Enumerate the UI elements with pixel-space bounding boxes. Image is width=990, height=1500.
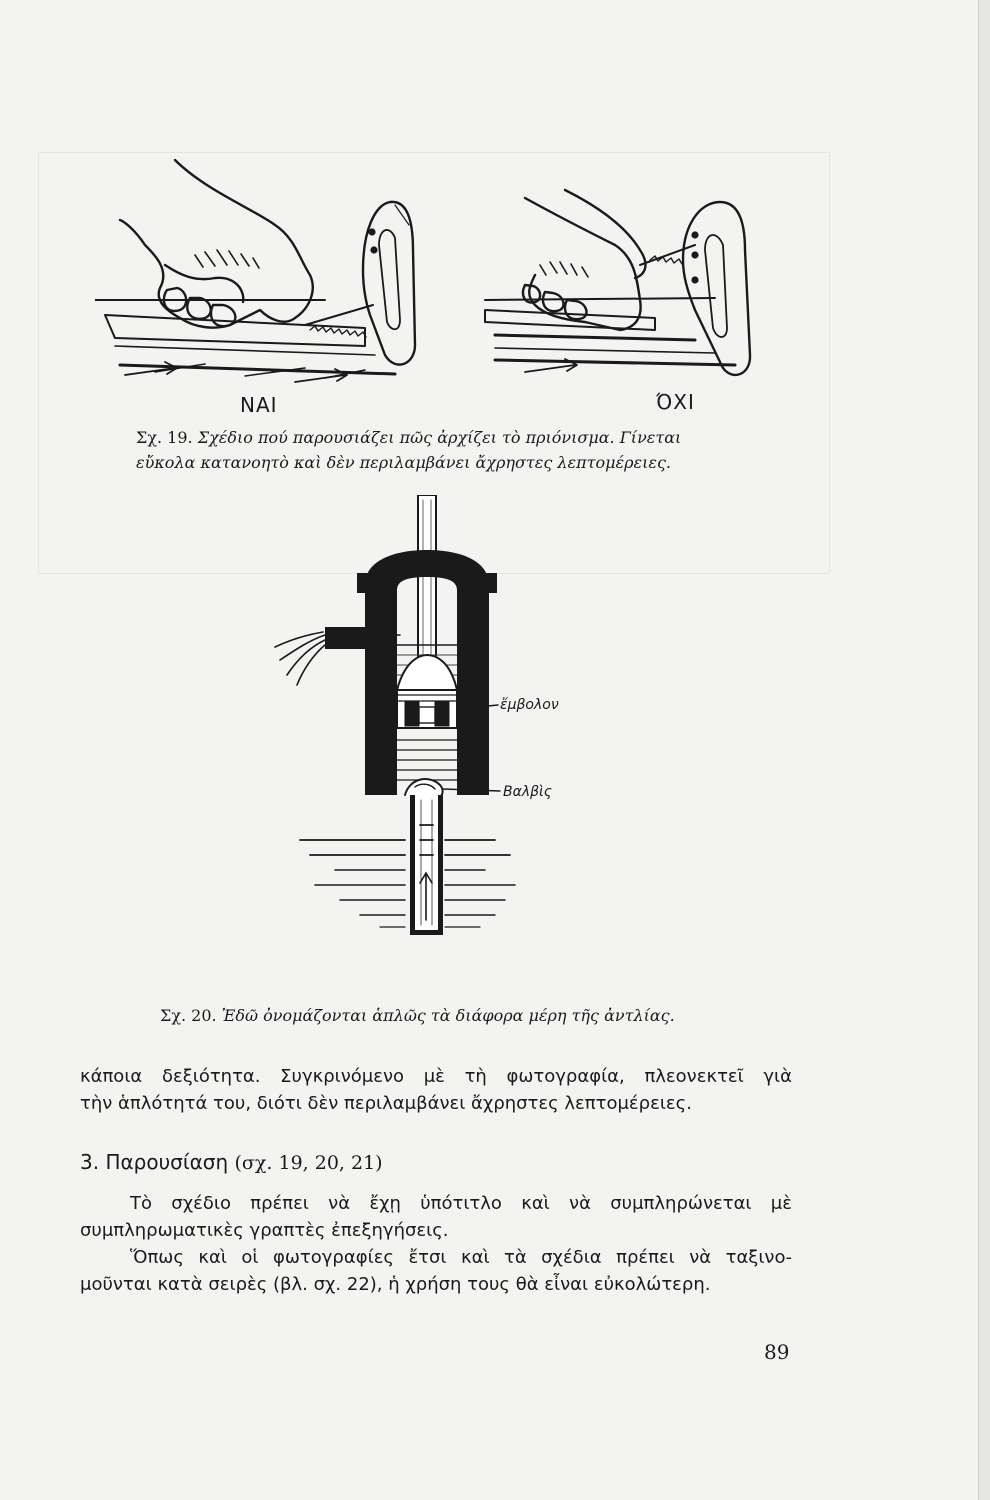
label-piston: ἔμβολον (500, 697, 559, 713)
section-heading (80, 1150, 383, 1174)
section-heading-reference: (σχ. 19, 20, 21) (234, 1152, 383, 1174)
figure-20-pump-diagram (255, 495, 575, 955)
section-heading-title: 3. Παρουσίαση (80, 1150, 229, 1174)
paragraph-line: τὴν ἁπλότητά του, διότι δὲν περιλαμβάνει ἄχρηστες λεπτομέρειες. (80, 1093, 692, 1114)
label-no: ΌΧΙ (656, 390, 695, 414)
paragraph-series-rule (80, 1244, 792, 1298)
figure-19-caption-line2: εὔκολα κατανοητὸ καὶ δὲν περιλαμβάνει ἄχρηστες λεπτομέρειες. (136, 453, 671, 472)
paragraph-line: Τὸ σχέδιο πρέπει νὰ ἔχῃ ὑπότιτλο καὶ νὰ συμπληρώνεται μὲ (130, 1193, 792, 1214)
page-number: 89 (764, 1340, 790, 1364)
figure-20-caption-text: Ἐδῶ ὀνομάζονται ἁπλῶς τὰ διάφορα μέρη τῆς ἀντλίας. (221, 1006, 675, 1025)
paragraph-line: συμπληρωματικὲς γραπτὲς ἐπεξηγήσεις. (80, 1220, 449, 1241)
label-valve: Βαλβὶς (503, 784, 553, 800)
page-edge (978, 0, 990, 1500)
figure-20-number: Σχ. 20. (160, 1006, 217, 1025)
paragraph-continuation (80, 1063, 792, 1117)
figure-19-caption (136, 425, 836, 475)
paragraph-line: κάποια δεξιότητα. Συγκρινόμενο μὲ τὴ φωτογραφία, πλεονεκτεῖ γιὰ (80, 1066, 792, 1087)
hand-saw-incorrect (485, 190, 750, 375)
label-yes: NAI (240, 393, 278, 417)
paragraph-caption-rule (80, 1190, 792, 1244)
figure-20-caption (160, 1003, 780, 1028)
paragraph-line: μοῦνται κατὰ σειρὲς (βλ. σχ. 22), ἡ χρήση τους θὰ εἶναι εὐκολώτερη. (80, 1274, 711, 1295)
paragraph-line: Ὅπως καὶ οἱ φωτογραφίες ἔτσι καὶ τὰ σχέδια πρέπει νὰ ταξινο- (130, 1247, 792, 1268)
figure-19-number: Σχ. 19. (136, 428, 193, 447)
hand-saw-correct (95, 160, 415, 382)
figure-19-caption-line1: Σχέδιο πού παρουσιάζει πῶς ἀρχίζει τὸ πριόνισμα. Γίνεται (197, 428, 682, 447)
